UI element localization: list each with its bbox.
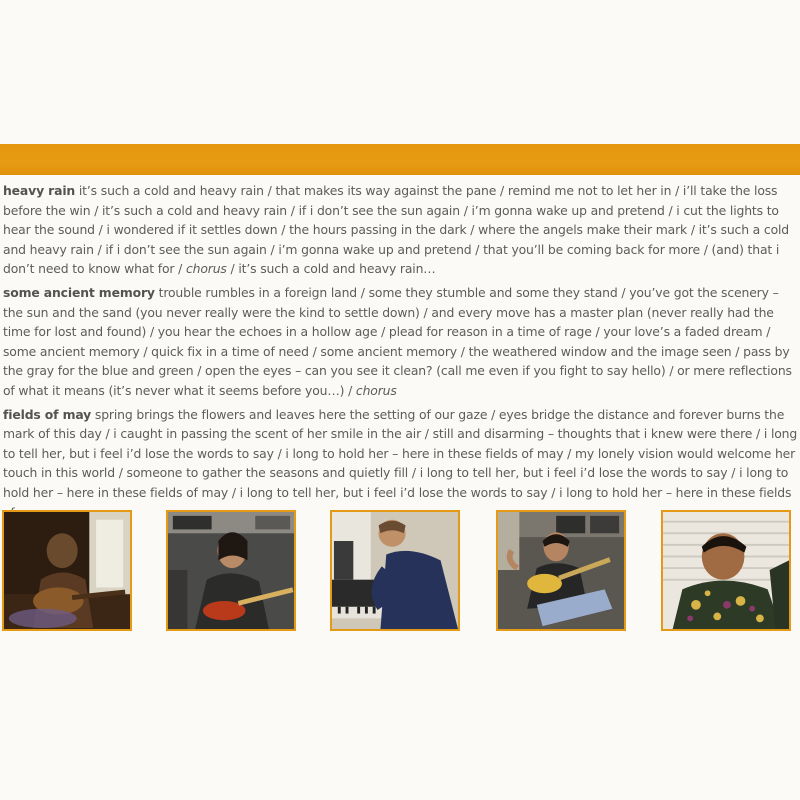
photo-keyboardist bbox=[330, 510, 460, 631]
song-lyrics-end: / it’s such a cold and heavy rain… bbox=[226, 261, 436, 277]
song-some-ancient-memory bbox=[3, 283, 798, 401]
photo-seated-guitarist bbox=[496, 510, 626, 631]
photo-electric-guitarist bbox=[166, 510, 296, 631]
chorus-marker: chorus bbox=[355, 382, 397, 398]
photo-acoustic-guitarist bbox=[2, 510, 132, 631]
photo-smiling-man bbox=[661, 510, 791, 631]
song-lyrics: spring brings the flowers and leaves here the setting of our gaze / eyes bridge the distance and forever burns the mark of this day / i caught in passing the scent of her smile in the air / still and disarming – thoughts that i knew were there / i long to tell her, but i feel i’d lose the words to say / i long to hold her – here in these fields of may / my lonely vision would welcome her touch in this world / someone to gather the seasons and quietly fill / i long to tell her, but i feel i’d lose the words to say / i long to hold her – here in these fields of may / i long to tell her, but i feel i’d lose the words to say / i long to hold her – here in these fields bbox=[3, 406, 798, 500]
song-title: fields of may bbox=[3, 406, 92, 422]
lyrics-section bbox=[3, 181, 798, 526]
song-lyrics: it’s such a cold and heavy rain / that makes its way against the pane / remind me not to let her in / i’ll take the loss before the win / it’s such a cold and heavy rain / if i don’t see the sun again / i’m gonna wake up and pretend / i cut the lights to hear the sound / i wondered if it settles down / the hours passing in the dark / where the angels make their mark / it’s such a cold and heavy rain / if i don’t see the sun again / i’m gonna wake up and pretend / that you’ll be coming back for more / (and) that i don’t need to know what for / bbox=[3, 183, 790, 277]
song-fields-of-may bbox=[3, 405, 798, 523]
song-heavy-rain bbox=[3, 181, 798, 279]
photo-strip bbox=[0, 510, 800, 635]
orange-header-band bbox=[0, 144, 800, 175]
song-title: heavy rain bbox=[3, 183, 76, 198]
song-title: some ancient memory bbox=[3, 284, 155, 300]
song-lyrics: trouble rumbles in a foreign land / some they stumble and some they stand / you’ve got the scenery – the sun and the sand (you never really were the kind to settle down) / and every move has a master plan (never really had the time for lost and found) / you hear the echoes in a hollow age / plead for reason in a time of rage / your love’s a faded dream / some ancient memory / quick fix in a time of need / some ancient memory / the weathered window and the image seen / pass by the gray for the blue and green / open the eyes – can you see it clean? (call me even if you fight to say hello) / or mere reflections of what it means (it’s never what it seems before you…) / bbox=[3, 284, 792, 398]
chorus-marker: chorus bbox=[185, 261, 227, 277]
